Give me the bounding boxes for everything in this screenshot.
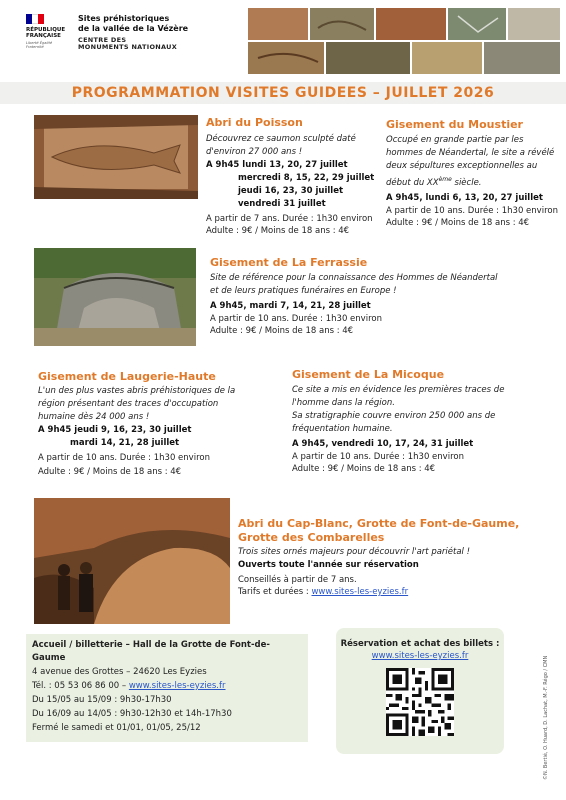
accueil-tel: [32, 679, 302, 693]
gisement-du-moustier-desc-3: deux sépultures exceptionnelles au: [386, 161, 538, 171]
accueil-billetterie-box: [26, 634, 308, 742]
qr-code-icon[interactable]: [386, 668, 454, 736]
abri-du-poisson-info: A partir de 7 ans. Durée : 1h30 environ: [206, 214, 373, 224]
reservation-link-line: [336, 650, 504, 662]
gisement-de-la-micoque-title: Gisement de La Micoque: [292, 368, 445, 381]
gisement-de-laugerie-haute-price: Adulte : 9€ / Moins de 18 ans : 4€: [38, 467, 182, 477]
gisement-de-la-micoque-schedule: A 9h45, vendredi 10, 17, 24, 31 juillet: [292, 439, 474, 449]
french-flag-icon: [26, 14, 44, 24]
gisement-de-la-ferrassie-price: Adulte : 9€ / Moins de 18 ans : 4€: [210, 326, 354, 336]
accueil-tel-link[interactable]: www.sites-les-eyzies.fr: [128, 681, 226, 691]
page-header: [0, 0, 566, 84]
abri-du-poisson-title: Abri du Poisson: [206, 116, 303, 129]
cap-blanc-title-2: Grotte des Combarelles: [238, 531, 385, 544]
gisement-du-moustier-schedule: A 9h45, lundi 6, 13, 20, 27 juillet: [386, 192, 543, 203]
section-gisement-du-moustier: [386, 118, 560, 229]
cmn-line-2: MONUMENTS NATIONAUX: [78, 43, 178, 51]
gisement-du-moustier-desc-2: hommes de Néandertal, le site a révélé: [386, 148, 555, 158]
cap-blanc-info: Conseillés à partir de 7 ans.: [238, 575, 357, 585]
gisement-de-la-micoque-price: Adulte : 9€ / Moins de 18 ans : 4€: [292, 464, 436, 474]
gisement-de-laugerie-haute-info: A partir de 10 ans. Durée : 1h30 environ: [38, 453, 210, 463]
section-cap-blanc-font-de-gaume-combarelles: [238, 517, 538, 598]
cmn-logo: [78, 37, 177, 51]
section-gisement-de-la-micoque: [292, 368, 532, 475]
reservation-link[interactable]: www.sites-les-eyzies.fr: [371, 651, 469, 661]
site-name: [78, 14, 208, 34]
abri-du-poisson-schedule-2: mercredi 8, 15, 22, 29 juillet: [238, 173, 375, 183]
grotte-photo: [34, 498, 230, 624]
accueil-hours-1: Du 15/05 au 15/09 : 9h30-17h30: [32, 695, 172, 705]
cap-blanc-tarifs-link[interactable]: www.sites-les-eyzies.fr: [311, 587, 409, 597]
abri-du-poisson-schedule-3: jeudi 16, 23, 30 juillet: [238, 186, 344, 196]
gisement-du-moustier-price: Adulte : 9€ / Moins de 18 ans : 4€: [386, 217, 530, 228]
abri-du-poisson-schedule-1: A 9h45 lundi 13, 20, 27 juillet: [206, 160, 348, 170]
gisement-de-laugerie-haute-title: Gisement de Laugerie-Haute: [38, 370, 216, 383]
section-gisement-de-la-ferrassie: [210, 256, 550, 337]
gisement-de-la-micoque-desc-2: l'homme dans la région.: [292, 398, 395, 408]
gisement-du-moustier-desc-1: Occupé en grande partie par les: [386, 135, 524, 145]
gisement-de-la-micoque-info: A partir de 10 ans. Durée : 1h30 environ: [292, 452, 464, 462]
gisement-de-la-ferrassie-desc-2: et de leurs pratiques funéraires en Europe !: [210, 286, 397, 296]
accueil-tel-label: Tél. : 05 53 06 86 00 –: [32, 681, 129, 691]
gisement-de-la-ferrassie-title: Gisement de La Ferrassie: [210, 256, 368, 269]
gisement-du-moustier-desc-4-pre: début du XX: [386, 177, 439, 188]
gisement-du-moustier-desc-4-post: siècle.: [451, 177, 482, 188]
accueil-title: Accueil / billetterie – Hall de la Grotte de Font-de-Gaume: [32, 640, 270, 663]
cap-blanc-open: Ouverts toute l'année sur réservation: [238, 560, 419, 570]
header-photo-collage: [248, 8, 560, 74]
cap-blanc-tarifs: [238, 586, 538, 598]
section-abri-du-poisson: [206, 116, 406, 237]
republique-francaise-logo: [26, 14, 70, 49]
abri-du-poisson-desc-1: Découvrez ce saumon sculpté daté: [206, 134, 356, 144]
gisement-de-la-micoque-desc-4: fréquentation humaine.: [292, 424, 393, 434]
abri-du-poisson-price: Adulte : 9€ / Moins de 18 ans : 4€: [206, 226, 350, 236]
accueil-hours-3: Fermé le samedi et 01/01, 01/05, 25/12: [32, 723, 201, 733]
gisement-du-moustier-title: Gisement du Moustier: [386, 118, 523, 131]
accueil-address: 4 avenue des Grottes – 24620 Les Eyzies: [32, 667, 207, 677]
gisement-de-la-micoque-desc-1: Ce site a mis en évidence les premières traces de: [292, 385, 505, 395]
abri-du-poisson-schedule-4: vendredi 31 juillet: [238, 199, 326, 209]
gisement-du-moustier-info: A partir de 10 ans. Durée : 1h30 environ: [386, 205, 558, 216]
gisement-de-la-ferrassie-desc-1: Site de référence pour la connaissance des Hommes de Néandertal: [210, 273, 498, 283]
gisement-du-moustier-desc-4-sup: ème: [438, 176, 452, 183]
gisement-de-laugerie-haute-desc-3: humaine dès 24 000 ans !: [38, 412, 150, 422]
site-name-line-2: de la vallée de la Vézère: [78, 24, 189, 33]
section-gisement-de-laugerie-haute: [38, 370, 258, 478]
page-title: PROGRAMMATION VISITES GUIDEES – JUILLET 2026: [71, 85, 495, 101]
gisement-de-laugerie-haute-desc-2: région présentant des traces d'occupation: [38, 399, 219, 409]
rf-line-1: RÉPUBLIQUE: [26, 27, 66, 33]
abri-du-poisson-desc-2: d'environ 27 000 ans !: [206, 147, 303, 157]
site-name-line-1: Sites préhistoriques: [78, 14, 170, 23]
cap-blanc-desc: Trois sites ornés majeurs pour découvrir l'art pariétal !: [238, 547, 471, 557]
gisement-de-laugerie-haute-desc-1: L'un des plus vastes abris préhistoriques de la: [38, 386, 236, 396]
cap-blanc-tarifs-label: Tarifs et durées :: [238, 587, 312, 597]
gisement-de-laugerie-haute-schedule-1: A 9h45 jeudi 9, 16, 23, 30 juillet: [38, 425, 192, 435]
photo-credit-text: ©N. Bertié, O. Huard, D. Lachat, M.-F. Régo / CMN: [543, 655, 549, 780]
accueil-hours-2: Du 16/09 au 14/05 : 9h30-12h30 et 14h-17h30: [32, 709, 232, 719]
gisement-de-laugerie-haute-schedule-2: mardi 14, 21, 28 juillet: [70, 438, 180, 448]
reservation-box: [336, 628, 504, 754]
gisement-du-moustier-desc-4: [386, 173, 560, 190]
gisement-de-la-micoque-desc-3: Sa stratigraphie couvre environ 250 000 ans de: [292, 411, 496, 421]
rf-line-2: FRANÇAISE: [26, 33, 61, 39]
cap-blanc-title-1: Abri du Cap-Blanc, Grotte de Font-de-Gaume,: [238, 517, 520, 530]
gisement-de-la-ferrassie-photo: [34, 248, 196, 346]
cmn-line-1: CENTRE DES: [78, 36, 127, 44]
photo-credit: [540, 640, 554, 780]
abri-du-poisson-photo: [34, 115, 198, 199]
reservation-title: Réservation et achat des billets :: [340, 639, 500, 649]
gisement-de-la-ferrassie-schedule: A 9h45, mardi 7, 14, 21, 28 juillet: [210, 301, 371, 311]
rf-motto: Liberté Égalité Fraternité: [26, 41, 53, 49]
gisement-de-la-ferrassie-info: A partir de 10 ans. Durée : 1h30 environ: [210, 314, 382, 324]
